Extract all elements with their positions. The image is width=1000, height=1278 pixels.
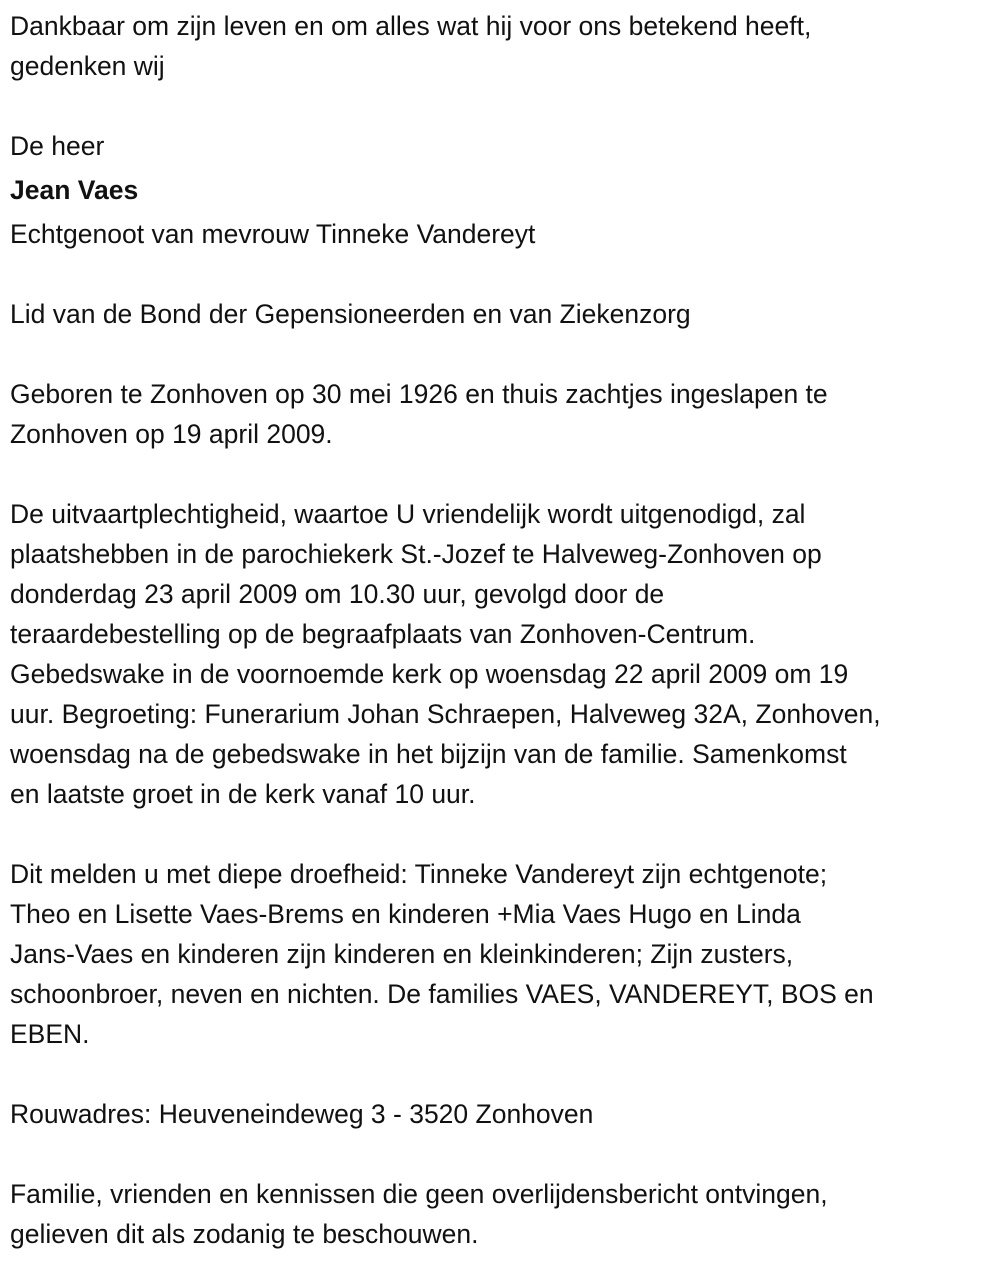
obituary-document: [10, 6, 881, 1254]
text-line: Dit melden u met diepe droefheid: Tinneke Vandereyt zijn echtgenote;: [10, 859, 828, 889]
text-line: plaatshebben in de parochiekerk St.-Jozef te Halveweg-Zonhoven op: [10, 539, 822, 569]
text-line: Dankbaar om zijn leven en om alles wat hij voor ons betekend heeft,: [10, 11, 812, 41]
text-line: Geboren te Zonhoven op 30 mei 1926 en thuis zachtjes ingeslapen te: [10, 379, 828, 409]
text-line: Lid van de Bond der Gepensioneerden en van Ziekenzorg: [10, 299, 691, 329]
text-line: en laatste groet in de kerk vanaf 10 uur.: [10, 779, 476, 809]
text-line: teraardebestelling op de begraafplaats van Zonhoven-Centrum.: [10, 619, 756, 649]
membership-paragraph: [10, 294, 881, 334]
text-line: Jans-Vaes en kinderen zijn kinderen en kleinkinderen; Zijn zusters,: [10, 939, 794, 969]
honorific: De heer: [10, 131, 105, 161]
deceased-name: Jean Vaes: [10, 175, 139, 205]
text-line: EBEN.: [10, 1019, 90, 1049]
text-line: Gebedswake in de voornoemde kerk op woensdag 22 april 2009 om 19: [10, 659, 849, 689]
text-line: uur. Begroeting: Funerarium Johan Schraepen, Halveweg 32A, Zonhoven,: [10, 699, 881, 729]
text-line: De uitvaartplechtigheid, waartoe U vriendelijk wordt uitgenodigd, zal: [10, 499, 806, 529]
text-line: woensdag na de gebedswake in het bijzijn van de familie. Samenkomst: [10, 739, 847, 769]
text-line: Familie, vrienden en kennissen die geen overlijdensbericht ontvingen,: [10, 1179, 828, 1209]
family-paragraph: [10, 854, 881, 1054]
text-line: Zonhoven op 19 april 2009.: [10, 419, 333, 449]
text-line: gedenken wij: [10, 51, 165, 81]
intro-paragraph: [10, 6, 881, 86]
spouse-line: Echtgenoot van mevrouw Tinneke Vandereyt: [10, 219, 536, 249]
funeral-paragraph: [10, 494, 881, 814]
text-line: gelieven dit als zodanig te beschouwen.: [10, 1219, 479, 1249]
address-paragraph: [10, 1094, 881, 1134]
birth-death-paragraph: [10, 374, 881, 454]
text-line: donderdag 23 april 2009 om 10.30 uur, gevolgd door de: [10, 579, 665, 609]
text-line: schoonbroer, neven en nichten. De families VAES, VANDEREYT, BOS en: [10, 979, 874, 1009]
deceased-block: [10, 126, 881, 254]
text-line: Theo en Lisette Vaes-Brems en kinderen +Mia Vaes Hugo en Linda: [10, 899, 801, 929]
closing-paragraph: [10, 1174, 881, 1254]
text-line: Rouwadres: Heuveneindeweg 3 - 3520 Zonhoven: [10, 1099, 594, 1129]
